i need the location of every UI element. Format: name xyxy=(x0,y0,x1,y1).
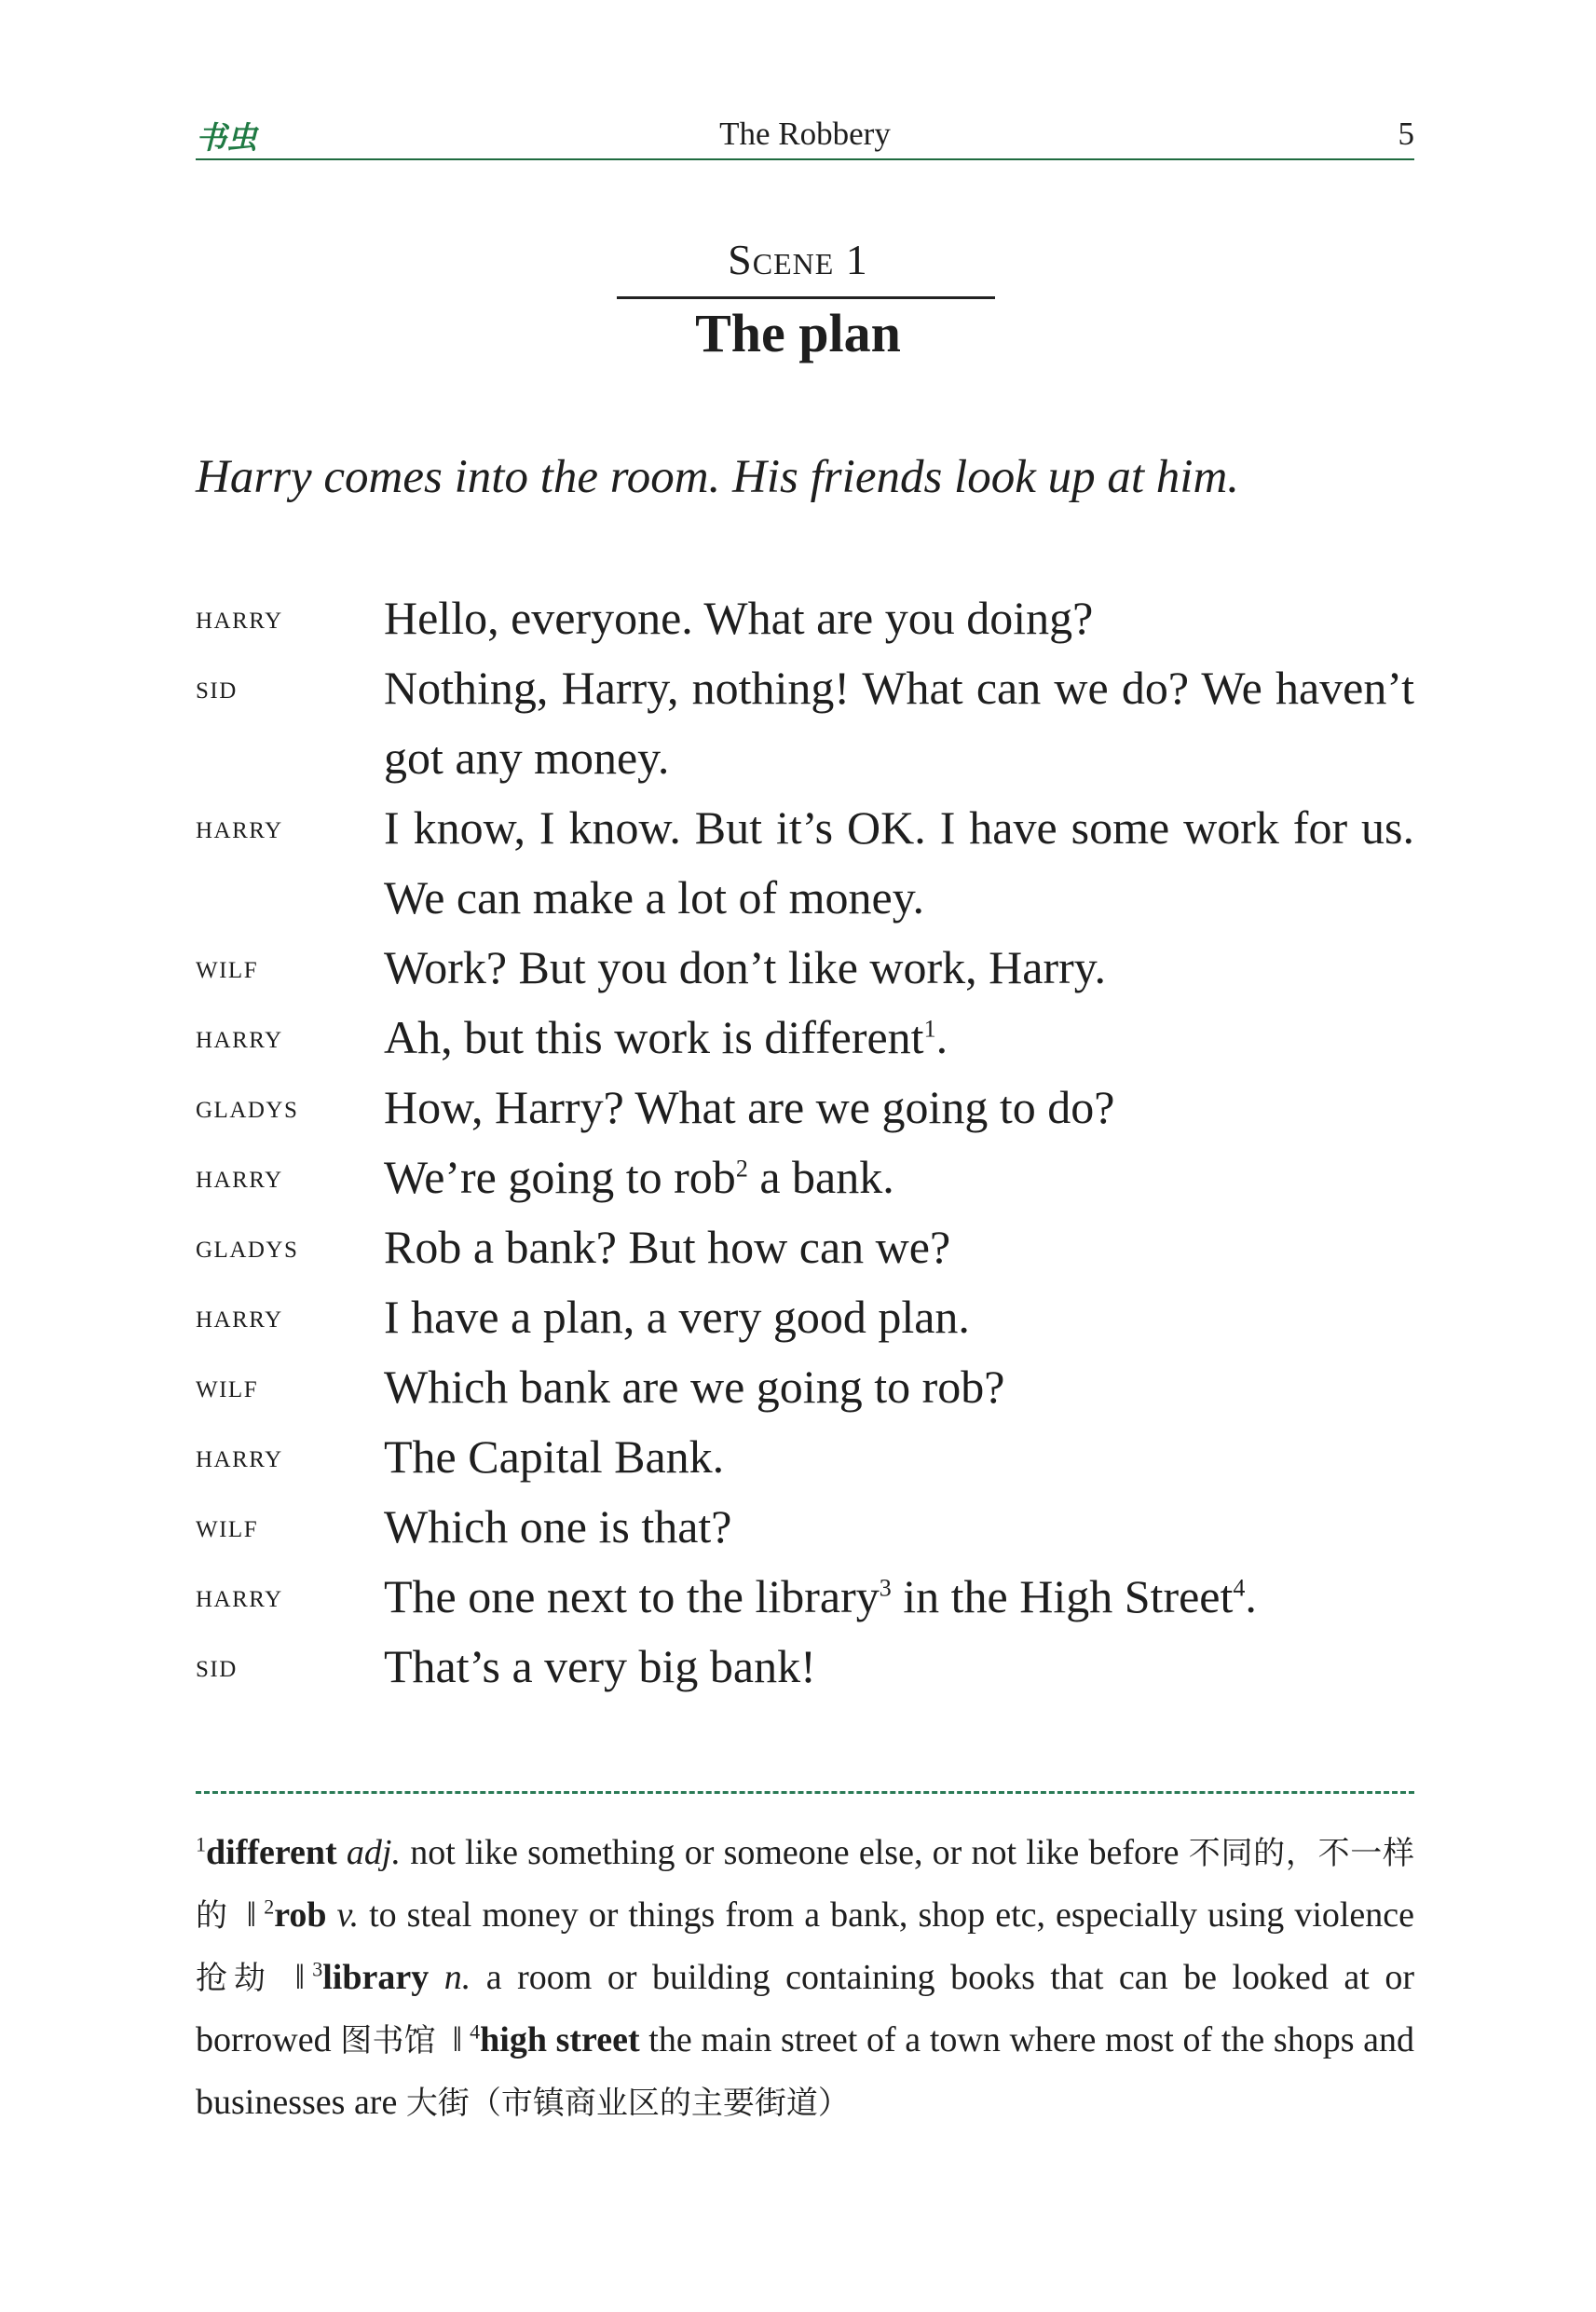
dialogue-line xyxy=(196,1073,1414,1142)
speaker-name: wilf xyxy=(196,1508,259,1544)
speech-part: I know, I know. But it’s OK. I have some work for us. We can make a lot of money. xyxy=(384,801,1414,923)
dialogue-line xyxy=(196,1003,1414,1073)
speaker-name: wilf xyxy=(196,1368,259,1404)
speaker-name: harry xyxy=(196,1578,283,1614)
speech-part: a bank. xyxy=(747,1151,894,1203)
footnote-term: rob xyxy=(274,1895,327,1935)
speech-part: Ah, but this work is different xyxy=(384,1011,924,1063)
speaker-name: harry xyxy=(196,809,283,845)
page-header xyxy=(196,112,1414,160)
footnote-term: high street xyxy=(480,2020,640,2059)
speaker-name: sid xyxy=(196,669,238,705)
speaker-name: gladys xyxy=(196,1228,299,1265)
scene-title: The plan xyxy=(695,303,901,363)
footnote-pos: adj. xyxy=(346,1833,401,1872)
scene-label: Scene 1 xyxy=(728,236,868,283)
speech-part: Which one is that? xyxy=(384,1500,732,1553)
speech-text xyxy=(384,1632,1414,1702)
speech-part: I have a plan, a very good plan. xyxy=(384,1291,970,1343)
footnote-chinese: 抢劫 xyxy=(196,1960,273,1997)
footnote-definition: not like something or someone else, or not like before xyxy=(410,1833,1180,1872)
speech-part: Work? But you don’t like work, Harry. xyxy=(384,941,1106,993)
footnote-ref: 1 xyxy=(923,1015,936,1043)
footnote-definition: a room or building containing books that can be looked at or borrowed xyxy=(196,1958,1415,2059)
footnote-term: different xyxy=(206,1833,337,1872)
stage-direction: Harry comes into the room. His friends look up at him. xyxy=(196,451,1240,503)
speech-text xyxy=(384,1212,1414,1282)
dialogue-line xyxy=(196,933,1414,1003)
footnote-pos: v. xyxy=(336,1895,360,1935)
footnote-divider xyxy=(196,1791,1414,1794)
speech-part: That’s a very big bank! xyxy=(384,1640,816,1692)
dialogue-line xyxy=(196,1492,1414,1562)
speech-text xyxy=(384,1422,1414,1492)
speech-part: . xyxy=(935,1011,948,1063)
speech-part: in the High Street xyxy=(891,1570,1234,1622)
separator: ‖ xyxy=(294,1958,306,1997)
dialogue-line xyxy=(196,1212,1414,1282)
speaker-name: harry xyxy=(196,1158,283,1195)
speech-text xyxy=(384,1282,1414,1352)
dialogue-line xyxy=(196,583,1414,653)
dialogue-list xyxy=(196,583,1414,1702)
speech-part: The Capital Bank. xyxy=(384,1430,725,1483)
dialogue-line xyxy=(196,1422,1414,1492)
footnote-chinese: 大街（市镇商业区的主要街道） xyxy=(405,2085,850,2122)
speech-part: Nothing, Harry, nothing! What can we do? We haven’t got any money. xyxy=(384,662,1414,784)
speech-text xyxy=(384,793,1414,933)
speech-text xyxy=(384,1352,1414,1422)
footnote-term: library xyxy=(322,1958,430,1997)
speaker-name: sid xyxy=(196,1648,238,1684)
speech-part: . xyxy=(1245,1570,1257,1622)
speech-part: We’re going to rob xyxy=(384,1151,736,1203)
speaker-name: harry xyxy=(196,1019,283,1055)
footnote-number: 2 xyxy=(264,1895,275,1919)
footnote-ref: 3 xyxy=(879,1574,892,1602)
dialogue-line xyxy=(196,1562,1414,1632)
footnote-number: 1 xyxy=(196,1832,206,1856)
speech-part: Which bank are we going to rob? xyxy=(384,1361,1005,1413)
speaker-name: gladys xyxy=(196,1088,299,1125)
footnote-chinese: 不同的，不一样的 xyxy=(196,1835,1415,1935)
speaker-name: harry xyxy=(196,599,283,636)
speaker-name: wilf xyxy=(196,949,259,985)
speech-part: The one next to the library xyxy=(384,1570,880,1622)
running-title: The Robbery xyxy=(719,116,891,152)
footnote-number: 3 xyxy=(312,1957,323,1981)
scene-rule xyxy=(617,296,995,299)
speech-text xyxy=(384,1562,1414,1632)
dialogue-line xyxy=(196,793,1414,933)
speech-text xyxy=(384,1142,1414,1212)
speech-part: Hello, everyone. What are you doing? xyxy=(384,592,1094,644)
footnote-ref: 4 xyxy=(1233,1574,1246,1602)
dialogue-line xyxy=(196,1632,1414,1702)
speech-text xyxy=(384,583,1414,653)
speaker-name: harry xyxy=(196,1298,283,1334)
footnote-ref: 2 xyxy=(735,1155,748,1183)
dialogue-line xyxy=(196,1282,1414,1352)
footnotes xyxy=(196,1822,1414,2134)
speech-text xyxy=(384,1073,1414,1142)
speech-text xyxy=(384,933,1414,1003)
speech-text xyxy=(384,653,1414,793)
footnote-chinese: 图书馆 xyxy=(340,2022,436,2059)
speech-text xyxy=(384,1003,1414,1073)
footnote-definition: to steal money or things from a bank, shop etc, especially using violence xyxy=(369,1895,1415,1935)
footnote-pos: n. xyxy=(443,1958,471,1997)
separator: ‖ xyxy=(452,2020,463,2059)
speaker-name: harry xyxy=(196,1438,283,1474)
speech-part: Rob a bank? But how can we? xyxy=(384,1221,951,1273)
dialogue-line xyxy=(196,1142,1414,1212)
dialogue-line xyxy=(196,653,1414,793)
dialogue-line xyxy=(196,1352,1414,1422)
speech-text xyxy=(384,1492,1414,1562)
series-logo: 书虫 xyxy=(196,119,257,156)
footnote-definition: the main street of a town where most of the shops and businesses are xyxy=(196,2020,1415,2122)
separator: ‖ xyxy=(246,1895,257,1935)
speech-part: How, Harry? What are we going to do? xyxy=(384,1081,1115,1133)
page-number: 5 xyxy=(1398,116,1414,152)
footnote-number: 4 xyxy=(470,2019,481,2044)
